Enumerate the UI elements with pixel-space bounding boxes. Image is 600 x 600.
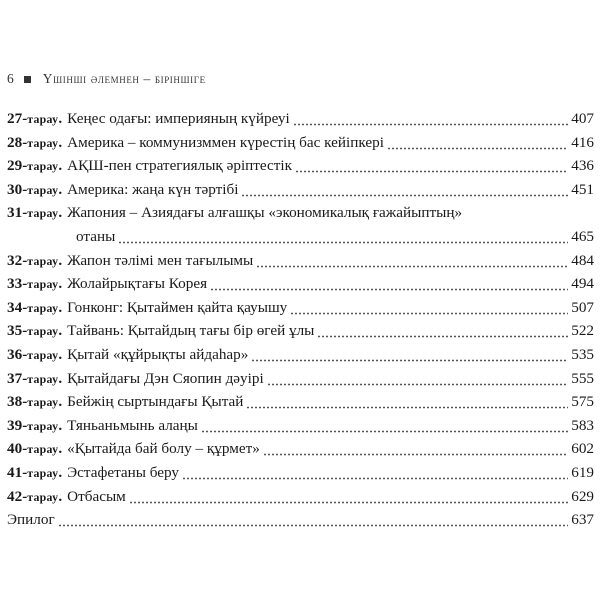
toc-entry xyxy=(7,131,594,155)
toc-entry xyxy=(7,296,594,320)
page-ref: 494 xyxy=(571,275,594,293)
chapter-number: 28 xyxy=(7,133,23,151)
chapter-word: тарау xyxy=(27,395,59,410)
toc-entry xyxy=(7,414,594,438)
chapter-dash: - xyxy=(22,275,28,293)
chapter-dot: . xyxy=(58,180,63,198)
page-ref: 575 xyxy=(571,393,594,411)
chapter-dash: - xyxy=(22,322,28,340)
chapter-number: 40 xyxy=(7,440,23,458)
toc-entry xyxy=(7,367,594,391)
chapter-number: 37 xyxy=(7,369,23,387)
page-ref: 637 xyxy=(571,511,594,529)
page-ref: 451 xyxy=(571,180,594,198)
chapter-title: Отбасым xyxy=(67,487,126,505)
toc-entry xyxy=(7,154,594,178)
chapter-word: тарау xyxy=(27,300,59,315)
page-ref: 507 xyxy=(571,298,594,316)
page-number: 6 xyxy=(7,71,14,86)
chapter-dot: . xyxy=(58,157,63,175)
book-title: Үшінші әлемнен – біріншіге xyxy=(42,71,206,86)
chapter-dash: - xyxy=(22,487,28,505)
chapter-word: тарау xyxy=(27,277,59,292)
chapter-title: Тяньаньмынь алаңы xyxy=(67,416,198,434)
chapter-dot: . xyxy=(58,133,63,151)
chapter-word: тарау xyxy=(27,112,59,126)
chapter-number: 36 xyxy=(7,345,23,363)
chapter-dot: . xyxy=(58,322,63,340)
chapter-dash: - xyxy=(22,157,28,175)
chapter-title: Қытайдағы Дэн Сяопин дәуірі xyxy=(67,369,264,387)
chapter-title: Эстафетаны беру xyxy=(67,463,180,481)
chapter-dot: . xyxy=(58,393,63,411)
page-ref: 407 xyxy=(571,110,594,127)
page-ref: 465 xyxy=(571,227,594,245)
dot-leader xyxy=(290,296,568,320)
chapter-title: Бейжің сыртындағы Қытай xyxy=(67,393,244,411)
chapter-dash: - xyxy=(22,110,28,127)
toc-entry xyxy=(7,343,594,367)
table-of-contents xyxy=(7,107,594,532)
toc-entry xyxy=(7,201,594,225)
chapter-dot: . xyxy=(58,110,63,127)
chapter-word: тарау xyxy=(27,182,59,197)
dot-leader xyxy=(182,461,568,485)
chapter-dot: . xyxy=(58,251,63,269)
chapter-dash: - xyxy=(22,440,28,458)
chapter-title: Қытай «құйрықты айдаһар» xyxy=(67,345,249,363)
toc-entry xyxy=(7,272,594,296)
chapter-word: тарау xyxy=(27,159,59,174)
chapter-word: тарау xyxy=(27,465,59,480)
dot-leader xyxy=(118,225,568,249)
page-ref: 602 xyxy=(571,440,594,458)
toc-entry xyxy=(7,107,594,131)
chapter-dot: . xyxy=(58,204,63,222)
chapter-word: тарау xyxy=(27,324,59,339)
square-bullet-icon xyxy=(24,76,31,83)
toc-entry xyxy=(7,319,594,343)
chapter-dash: - xyxy=(22,393,28,411)
chapter-dash: - xyxy=(22,416,28,434)
dot-leader xyxy=(58,508,569,532)
chapter-number: 32 xyxy=(7,251,23,269)
running-header xyxy=(7,71,206,87)
chapter-title: АҚШ-пен стратегиялық әріптестік xyxy=(67,157,293,175)
chapter-dot: . xyxy=(58,345,63,363)
chapter-number: 33 xyxy=(7,275,23,293)
chapter-dot: . xyxy=(58,416,63,434)
chapter-title: «Қытайда бай болу – құрмет» xyxy=(67,440,260,458)
dot-leader xyxy=(241,178,568,202)
dot-leader xyxy=(251,343,568,367)
chapter-dash: - xyxy=(22,463,28,481)
chapter-title: Жапония – Азиядағы алғашқы «экономикалық ғажайыптың» xyxy=(67,204,463,222)
chapter-number: 38 xyxy=(7,393,23,411)
toc-entry xyxy=(7,390,594,414)
chapter-dash: - xyxy=(22,180,28,198)
chapter-dot: . xyxy=(58,275,63,293)
toc-entry xyxy=(7,225,594,249)
chapter-dot: . xyxy=(58,369,63,387)
toc-epilogue xyxy=(7,508,594,532)
dot-leader xyxy=(293,107,568,131)
dot-leader xyxy=(246,390,568,414)
chapter-number: 39 xyxy=(7,416,23,434)
dot-leader xyxy=(256,249,568,273)
chapter-dash: - xyxy=(22,204,28,222)
chapter-dash: - xyxy=(22,369,28,387)
chapter-number: 34 xyxy=(7,298,23,316)
chapter-title: Америка – коммунизммен күрестің бас кейіпкері xyxy=(67,133,384,151)
dot-leader xyxy=(201,414,568,438)
chapter-word: тарау xyxy=(27,135,59,150)
chapter-dot: . xyxy=(58,440,63,458)
dot-leader xyxy=(129,485,568,509)
chapter-number: 27 xyxy=(7,110,23,127)
chapter-word: тарау xyxy=(27,442,59,457)
toc-entry xyxy=(7,485,594,509)
page-ref: 535 xyxy=(571,345,594,363)
chapter-number: 35 xyxy=(7,322,23,340)
dot-leader xyxy=(210,272,568,296)
chapter-number: 42 xyxy=(7,487,23,505)
page-ref: 484 xyxy=(571,251,594,269)
page-ref: 436 xyxy=(571,157,594,175)
dot-leader xyxy=(387,131,568,155)
chapter-word: тарау xyxy=(27,418,59,433)
dot-leader xyxy=(263,437,568,461)
chapter-title: Гонконг: Қытаймен қайта қауышу xyxy=(67,298,288,316)
chapter-word: тарау xyxy=(27,206,59,221)
page-ref: 522 xyxy=(571,322,594,340)
epilogue-title: Эпилог xyxy=(7,511,55,529)
chapter-word: тарау xyxy=(27,371,59,386)
page-ref: 416 xyxy=(571,133,594,151)
toc-entry xyxy=(7,249,594,273)
toc-entry xyxy=(7,437,594,461)
chapter-number: 41 xyxy=(7,463,23,481)
chapter-word: тарау xyxy=(27,489,59,504)
chapter-number: 29 xyxy=(7,157,23,175)
toc-entry xyxy=(7,461,594,485)
chapter-title: Америка: жаңа күн тәртібі xyxy=(67,180,239,198)
dot-leader xyxy=(295,154,568,178)
toc-entry xyxy=(7,178,594,202)
chapter-title: Жапон тәлімі мен тағылымы xyxy=(67,251,254,269)
dot-leader xyxy=(267,367,569,391)
chapter-title: Тайвань: Қытайдың тағы бір өгей ұлы xyxy=(67,322,315,340)
chapter-dot: . xyxy=(58,463,63,481)
chapter-title: Жолайрықтағы Корея xyxy=(67,275,208,293)
chapter-dash: - xyxy=(22,345,28,363)
dot-leader xyxy=(317,319,568,343)
page-ref: 619 xyxy=(571,463,594,481)
chapter-title-continued: отаны xyxy=(76,227,116,245)
chapter-dash: - xyxy=(22,251,28,269)
chapter-dot: . xyxy=(58,487,63,505)
chapter-word: тарау xyxy=(27,253,59,268)
chapter-title: Кеңес одағы: империяның күйреуі xyxy=(67,110,290,127)
page-ref: 583 xyxy=(571,416,594,434)
chapter-dash: - xyxy=(22,133,28,151)
chapter-dot: . xyxy=(58,298,63,316)
chapter-number: 30 xyxy=(7,180,23,198)
chapter-number: 31 xyxy=(7,204,23,222)
chapter-dash: - xyxy=(22,298,28,316)
chapter-word: тарау xyxy=(27,347,59,362)
page-ref: 629 xyxy=(571,487,594,505)
page-ref: 555 xyxy=(571,369,594,387)
